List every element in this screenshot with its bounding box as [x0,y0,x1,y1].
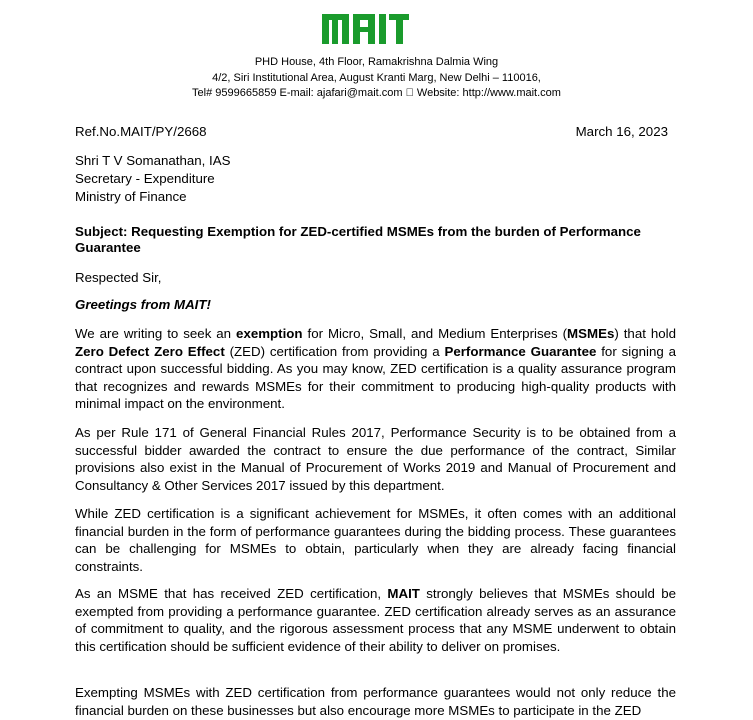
address-line-2: 4/2, Siri Institutional Area, August Kranti Marg, New Delhi – 110016, [212,72,541,84]
paragraph-3: While ZED certification is a significant achievement for MSMEs, it often comes with an additional financial burden in the form of performance guarantees during the bidding process. These guarantees can be challenging for MSMEs to obtain, particularly when they are already facing financial constraints. [75,506,676,574]
recipient-name: Shri T V Somanathan, IAS [75,153,231,168]
recipient-ministry: Ministry of Finance [75,189,187,204]
reference-number: Ref.No.MAIT/PY/2668 [75,124,207,139]
greeting: Greetings from MAIT! [75,297,211,312]
recipient-title: Secretary - Expenditure [75,171,215,186]
paragraph-4: As an MSME that has received ZED certification, MAIT strongly believes that MSMEs should be exempted from providing a performance guarantee. ZED certification already serves as an assurance of commitment to quality, and the rigorous assessment process that any MSME underwent to obtain this certification should be sufficient evidence of their ability to deliver on promises. [75,586,677,654]
salutation: Respected Sir, [75,270,162,285]
contact-line: Tel# 9599665859 E-mail: ajafari@mait.com ￿ Website: http://www.mait.com [192,87,561,99]
paragraph-1: We are writing to seek an exemption for Micro, Small, and Medium Enterprises (MSMEs) that hold Zero Defect Zero Effect (ZED) certification from providing a Performance Guarantee for signing a contract upon successful bidding. As you may know, ZED certification is a quality assurance program that recognizes and rewards MSMEs for their commitment to producing high-quality products with minimal impact on the environment. [75,326,676,411]
mait-logo [320,10,410,46]
paragraph-2: As per Rule 171 of General Financial Rules 2017, Performance Security is to be obtained from a successful bidder awarded the contract to ensure the due performance of the contract, Similar provisions also exist in the Manual of Procurement of Works 2019 and Manual of Procurement and Consultancy & Other Services 2017 issued by this department. [75,425,676,493]
letter-date: March 16, 2023 [575,124,668,139]
paragraph-5: Exempting MSMEs with ZED certification from performance guarantees would not only reduce the financial burden on these businesses but also encourage more MSMEs to participate in the ZED [75,685,676,718]
subject-line: Subject: Requesting Exemption for ZED-certified MSMEs from the burden of Performance Guarantee [75,224,641,255]
address-line-1: PHD House, 4th Floor, Ramakrishna Dalmia Wing [254,56,499,68]
recipient-block [75,152,230,206]
